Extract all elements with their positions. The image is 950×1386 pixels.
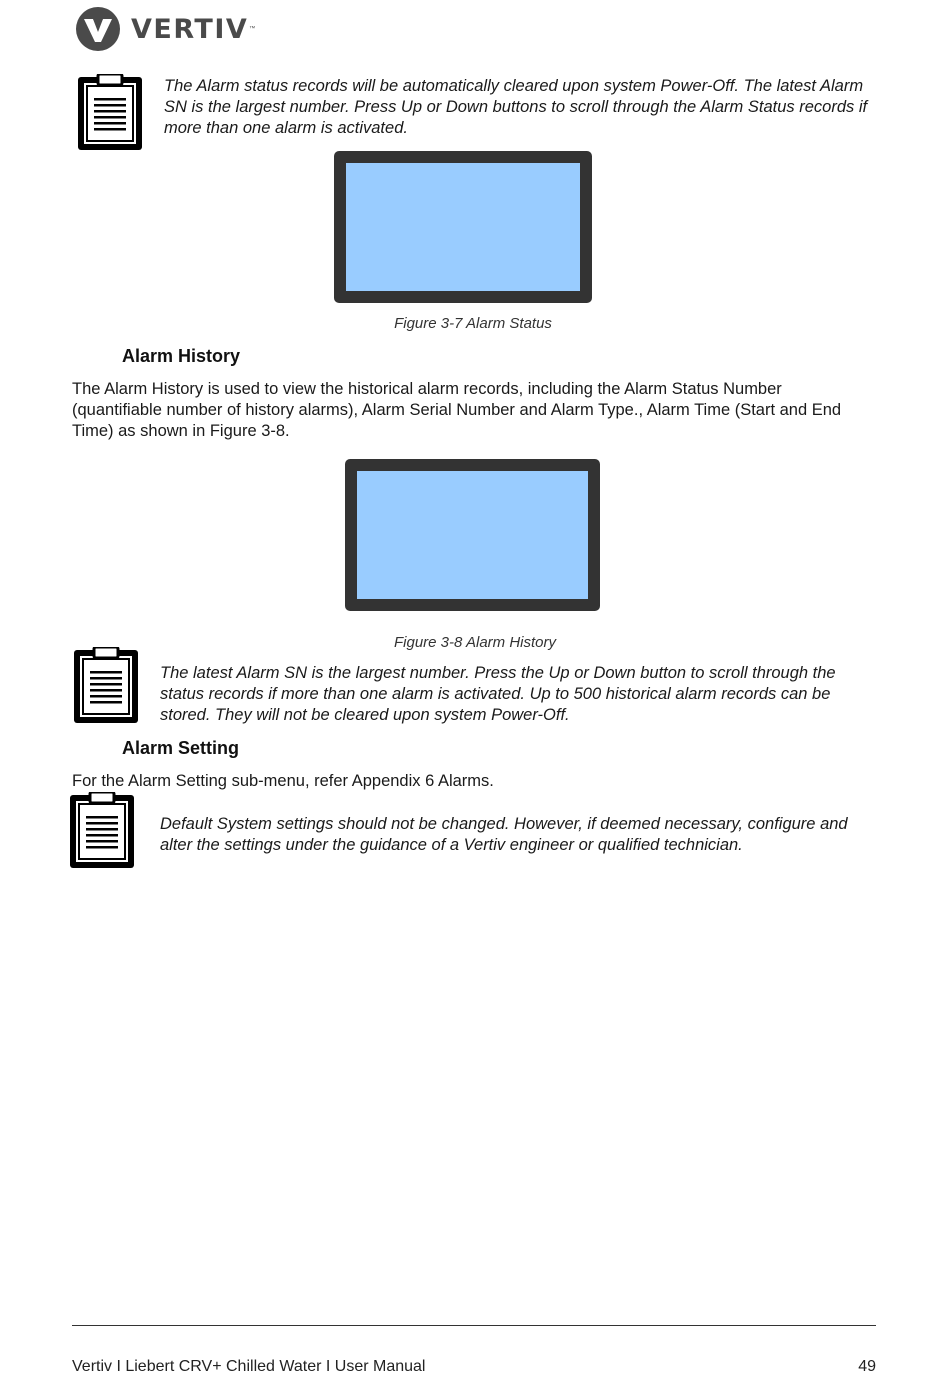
- clipboard-note-icon: [72, 647, 144, 725]
- section-heading: Alarm History: [122, 346, 241, 366]
- figure-caption: Figure 3-8 Alarm History: [394, 634, 556, 651]
- vertiv-logo-icon: [75, 6, 121, 52]
- alarm-status-screen: [334, 151, 592, 303]
- brand-name: VERTIV: [131, 13, 249, 45]
- section-body: For the Alarm Setting sub-menu, refer Appendix 6 Alarms.: [72, 772, 494, 790]
- brand-logo: [75, 6, 255, 52]
- note-text: Default System settings should not be changed. However, if deemed necessary, configure and alter the settings under the guidance of a Vertiv engineer or qualified technician.: [160, 815, 848, 854]
- page-number: 49: [858, 1358, 876, 1375]
- clipboard-note-icon: [68, 792, 140, 870]
- alarm-history-screen: [345, 459, 600, 611]
- figure-caption: Figure 3-7 Alarm Status: [394, 315, 552, 332]
- note-text: The latest Alarm SN is the largest number. Press the Up or Down button to scroll through the status records if more than one alarm is activated. Up to 500 historical alarm records can be stored. They will not be cleared upon system Power-Off.: [160, 664, 836, 724]
- brand-trademark: ™: [249, 26, 256, 32]
- section-body: The Alarm History is used to view the historical alarm records, including the Alarm Status Number (quantifiable number of history alarms), Alarm Serial Number and Alarm Type., Alarm Time (Start and End Time) as shown in Figure 3-8.: [72, 380, 842, 440]
- note-text: The Alarm status records will be automatically cleared upon system Power-Off. The latest Alarm SN is the largest number. Press Up or Down buttons to scroll through the Alarm Status records if more than one alarm is activated.: [164, 77, 868, 137]
- clipboard-note-icon: [76, 74, 148, 152]
- footer-divider: [72, 1325, 876, 1326]
- section-heading: Alarm Setting: [122, 738, 240, 758]
- footer-title: Vertiv I Liebert CRV+ Chilled Water I User Manual: [72, 1358, 426, 1375]
